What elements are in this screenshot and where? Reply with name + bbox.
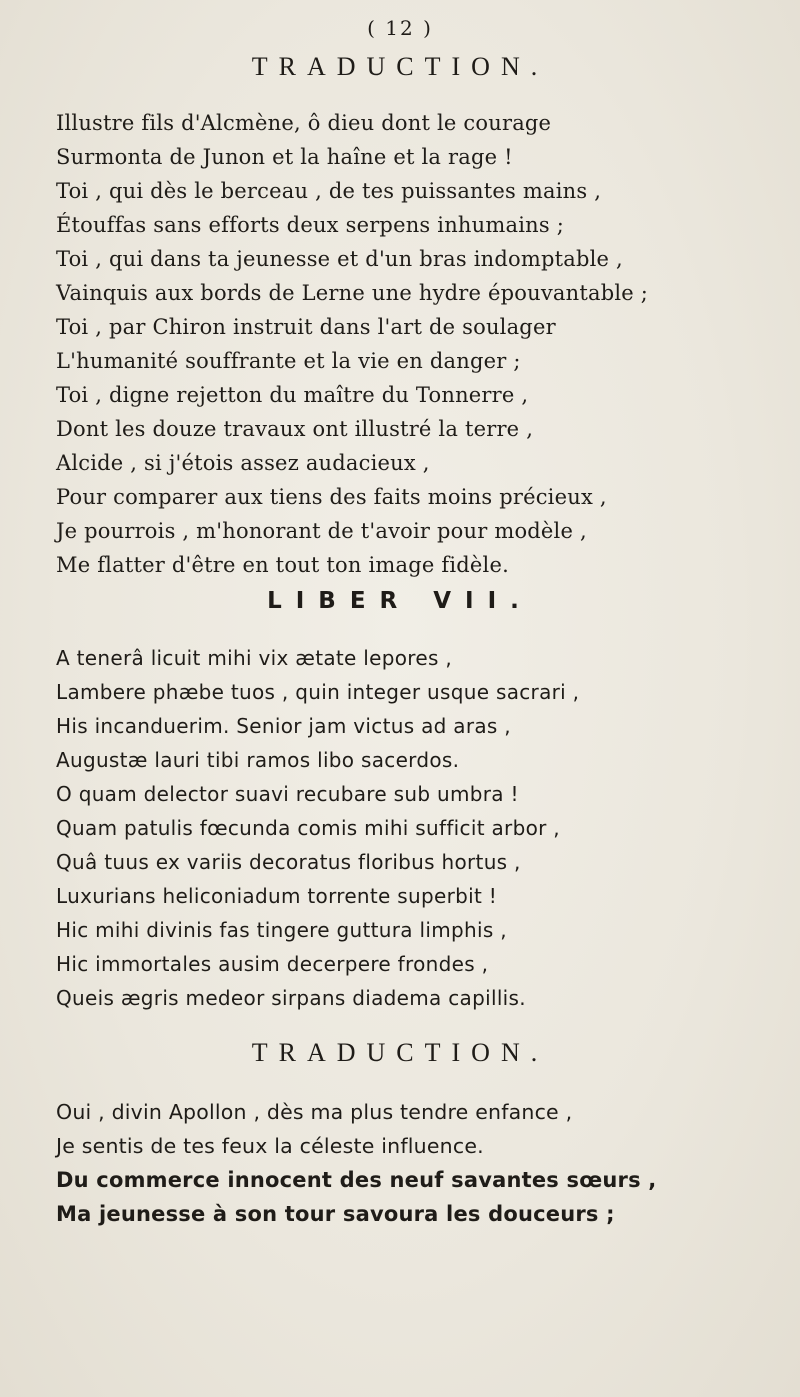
verse-line: Alcide , si j'étois assez audacieux , — [56, 451, 430, 475]
verse-line: Ma jeunesse à son tour savoura les douceurs ; — [56, 1202, 615, 1226]
verse-line: Toi , qui dès le berceau , de tes puissantes mains , — [56, 179, 602, 203]
verse-line: Pour comparer aux tiens des faits moins précieux , — [56, 485, 607, 509]
verse-line: Illustre fils d'Alcmène, ô dieu dont le courage — [56, 111, 552, 135]
verse-line: Vainquis aux bords de Lerne une hydre épouvantable ; — [56, 281, 649, 305]
verse-line: Hic immortales ausim decerpere frondes , — [56, 952, 489, 976]
verse-line: Étouffas sans efforts deux serpens inhumains ; — [56, 213, 564, 237]
page-number: ( 12 ) — [367, 16, 433, 40]
translation-one-verses — [56, 106, 776, 582]
verse-line: Hic mihi divinis fas tingere guttura limphis , — [56, 918, 507, 942]
verse-line: Luxurians heliconiadum torrente superbit ! — [56, 884, 498, 908]
heading-liber-vii: LIBER VII. — [267, 588, 533, 614]
verse-line: Toi , par Chiron instruit dans l'art de soulager — [56, 315, 556, 339]
heading-traduction-second: TRADUCTION. — [251, 1038, 549, 1067]
verse-line: L'humanité souffrante et la vie en danger ; — [56, 349, 521, 373]
verse-line: Queis ægris medeor sirpans diadema capillis. — [56, 986, 526, 1010]
verse-line: Augustæ lauri tibi ramos libo sacerdos. — [56, 748, 460, 772]
verse-line: Quâ tuus ex variis decoratus floribus hortus , — [56, 850, 521, 874]
verse-line: Toi , qui dans ta jeunesse et d'un bras indomptable , — [56, 247, 623, 271]
verse-line: Toi , digne rejetton du maître du Tonnerre , — [56, 383, 529, 407]
verse-line: Me flatter d'être en tout ton image fidèle. — [56, 553, 509, 577]
verse-line: Je sentis de tes feux la céleste influence. — [56, 1134, 484, 1158]
verse-line: Je pourrois , m'honorant de t'avoir pour modèle , — [56, 519, 587, 543]
verse-line: Lambere phæbe tuos , quin integer usque sacrari , — [56, 680, 580, 704]
verse-line: His incanduerim. Senior jam victus ad aras , — [56, 714, 511, 738]
translation-two-verses — [56, 1095, 776, 1231]
verse-line: Surmonta de Junon et la haîne et la rage ! — [56, 145, 513, 169]
heading-traduction-first: TRADUCTION. — [251, 52, 549, 81]
liber-seven-verses — [56, 641, 776, 1015]
verse-line: Quam patulis fœcunda comis mihi sufficit arbor , — [56, 816, 560, 840]
verse-line: A tenerâ licuit mihi vix ætate lepores , — [56, 646, 453, 670]
verse-line: Oui , divin Apollon , dès ma plus tendre enfance , — [56, 1100, 573, 1124]
verse-line: O quam delector suavi recubare sub umbra ! — [56, 782, 519, 806]
verse-line: Du commerce innocent des neuf savantes sœurs , — [56, 1168, 657, 1192]
verse-line: Dont les douze travaux ont illustré la terre , — [56, 417, 534, 441]
